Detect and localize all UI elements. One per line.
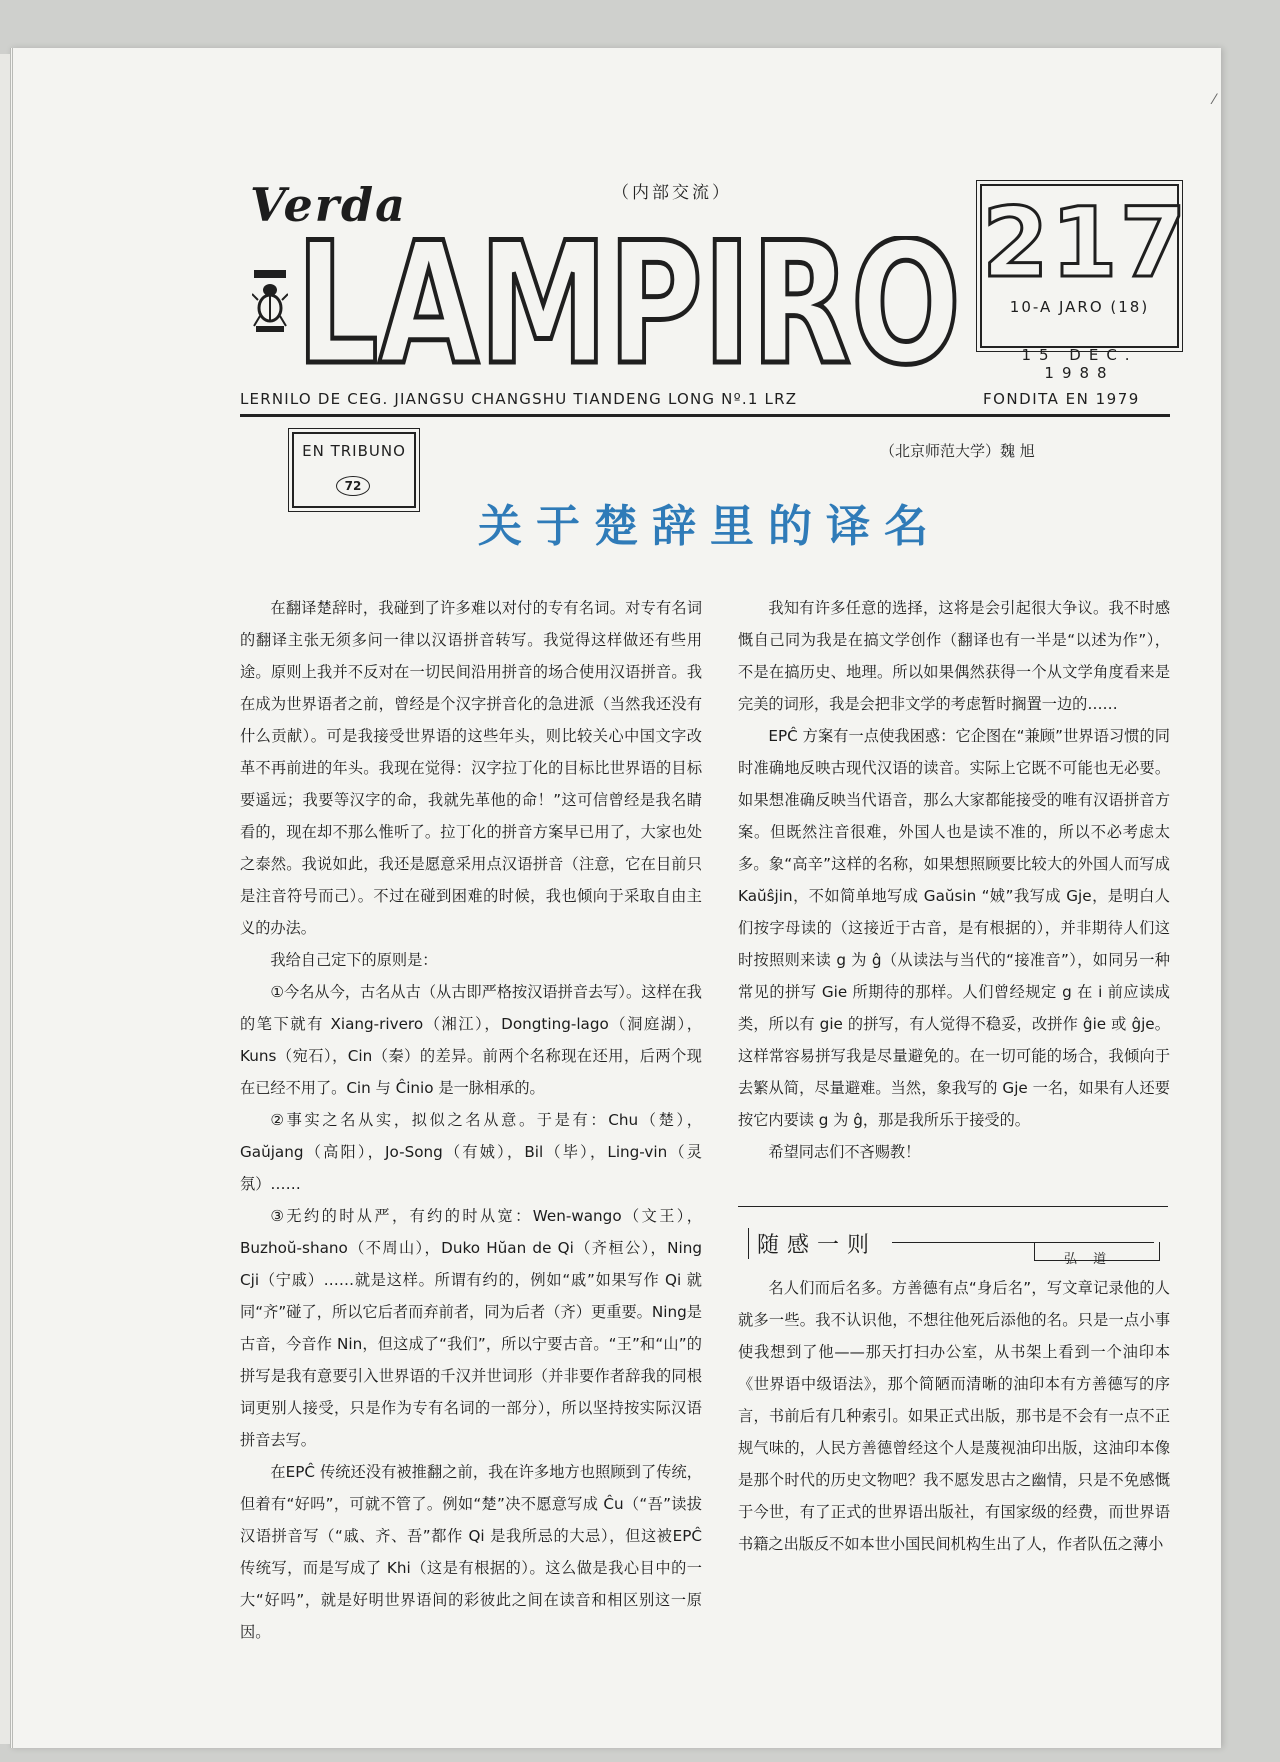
article-column-right (738, 592, 1170, 1168)
firefly-icon (252, 270, 288, 332)
article-paragraph: 我给自己定下的原则是： (270, 951, 438, 969)
masthead-verda: Verda (250, 178, 407, 232)
masthead-internal-note: （内部交流） (612, 183, 732, 203)
masthead-rule (240, 414, 1170, 417)
article-paragraph: 在EPĈ 传统还没有被推翻之前，我在许多地方也照顾到了传统，但着有“好吗”，可就不管了。例如“楚”决不愿意写成 Ĉu（“吾”读拔汉语拼音写（“戚、齐、吾”都作 Qi 是我所忌的大忌），但这被EPĈ 传统写，而是写成了 Khi（这是有根据的）。这么做是我心目中的一大“好吗”，就是好明世界语间的彩彼此之间在读音和相区别这一原因。 (240, 1463, 702, 1641)
feature-header (742, 1228, 1162, 1267)
article-column-left (240, 592, 702, 1648)
masthead-title-text: LAMPIRO (296, 236, 961, 376)
feature-title: 随感一则 (748, 1228, 877, 1259)
tribune-box (292, 432, 416, 508)
article-paragraph: ②事实之名从实，拟似之名从意。于是有：Chu（楚），Gaŭjang（高阳），Jo-Song（有娀），Bil（毕），Ling-vin（灵氛）…… (240, 1111, 702, 1193)
article-paragraph: EPĈ 方案有一点使我困惑：它企图在“兼顾”世界语习惯的同时准确地反映古现代汉语的读音。实际上它既不可能也无必要。如果想准确反映当代语音，那么大家都能接受的唯有汉语拼音方案。但既然注音很难，外国人也是读不准的，所以不必考虑太多。象“高辛”这样的名称，如果想照顾要比较大的外国人而写成 Kaŭŝjin，不如简单地写成 Gaŭsin “娀”我写成 Gje，是明白人们按字母读的（这接近于古音，是有根据的），并非期待人们这时按照则来读 g 为 ĝ（从读法与当代的“接准音”），如同另一种常见的拼写 Gie 所期待的那样。人们曾经规定 g 在 i 前应读成类，所以有 gie 的拼写，有人觉得不稳妥，改拼作 ĝie 或 ĝje。这样常容易拼写我是尽量避免的。在一切可能的场合，我倾向于去繁从简，尽量避难。当然，象我写的 Gje 一名，如果有人还要按它内要读 g 为 ĝ，那是我所乐于接受的。 (738, 727, 1170, 1129)
issue-number: 217 (982, 187, 1189, 299)
fold-mark-icon: ⁄ (1213, 92, 1216, 108)
masthead-title (296, 236, 966, 376)
masthead-founded: FONDITA EN 1979 (983, 390, 1140, 408)
article-paragraph: 我知有许多任意的选择，这将是会引起很大争议。我不时感慨自己同为我是在搞文学创作（翻译也有一半是“以述为作”），不是在搞历史、地理。所以如果偶然获得一个从文学角度看来是完美的词形，我是会把非文学的考虑暂时搁置一边的…… (738, 599, 1170, 713)
feature-author: 弘 道 (1064, 1252, 1113, 1267)
article-paragraph: 希望同志们不吝赐教！ (768, 1143, 921, 1161)
article-paragraph: ③无约的时从严，有约的时从宽：Wen-wango（文王），Buzhoŭ-shano（不周山），Duko Hŭan de Qi（齐桓公），Ning Cji（宁戚）……就是这样。所谓有约的，例如“戚”如果写作 Qi 就同“齐”碰了，所以它后者而弃前者，同为后者（齐）更重要。Ning是古音，今音作 Nin，但这成了“我们”，所以宁要古音。“王”和“山”的拼写是我有意要引入世界语的千汉并世词形（并非要作者辞我的同根词更别人接受，只是作为专有名词的一部分），所以坚持按实际汉语拼音去写。 (240, 1207, 702, 1449)
issue-year-label: 10-A JARO (18) (1009, 298, 1150, 316)
tribune-label: EN TRIBUNO (302, 442, 406, 460)
article-headline: 关于楚辞里的译名 (478, 501, 942, 552)
issue-date: 15 DEC. 1988 (1021, 346, 1138, 382)
article-byline: （北京师范大学）魏 旭 (880, 442, 1035, 460)
masthead-address: LERNILO DE CEG. JIANGSU CHANGSHU TIANDENG LONG Nº.1 LRZ (240, 390, 798, 408)
feature-paragraph: 名人们而后名多。方善德有点“身后名”，写文章记录他的人就多一些。我不认识他，不想往他死后添他的名。只是一点小事使我想到了他——那天打扫办公室，从书架上看到一个油印本《世界语中级语法》，那个简陋而清晰的油印本有方善德写的序言，书前后有几种索引。如果正式出版，那书是不会有一点不正规气味的，人民方善德曾经这个人是蔑视油印出版，这油印本像是那个时代的历史文物吧？我不愿发思古之幽情，只是不免感慨于今世，有了正式的世界语出版社，有国家级的经费，而世界语书籍之出版反不如本世小国民间机构生出了人，作者队伍之薄小 (738, 1279, 1170, 1553)
tribune-number: 72 (336, 476, 370, 496)
section-divider (738, 1206, 1168, 1207)
article-paragraph: ①今名从今，古名从古（从古即严格按汉语拼音去写）。这样在我的笔下就有 Xiang-rivero（湘江），Dongting-lago（洞庭湖），Kuns（宛石），Cin（秦）的差异。前两个名称现在还用，后两个现在已经不用了。Cin 与 Ĉinio 是一脉相承的。 (240, 983, 702, 1097)
feature-column (738, 1272, 1170, 1560)
issue-box (980, 184, 1189, 382)
article-paragraph: 在翻译楚辞时，我碰到了许多难以对付的专有名词。对专有名词的翻译主张无须多问一律以汉语拼音转写。我觉得这样做还有些用途。原则上我并不反对在一切民间沿用拼音的场合使用汉语拼音。我在成为世界语者之前，曾经是个汉字拼音化的急进派（当然我还没有什么贡献）。可是我接受世界语的这些年头，则比较关心中国文字改革不再前进的年头。我现在觉得：汉字拉丁化的目标比世界语的目标要遥远；我要等汉字的命，我就先革他的命！”这可信曾经是我名睛看的，现在却不那么惟听了。拉丁化的拼音方案早已用了，大家也处之泰然。我说如此，我还是愿意采用点汉语拼音（注意，它在目前只是注音符号而己）。不过在碰到困难的时候，我也倾向于采取自由主义的办法。 (240, 599, 702, 937)
